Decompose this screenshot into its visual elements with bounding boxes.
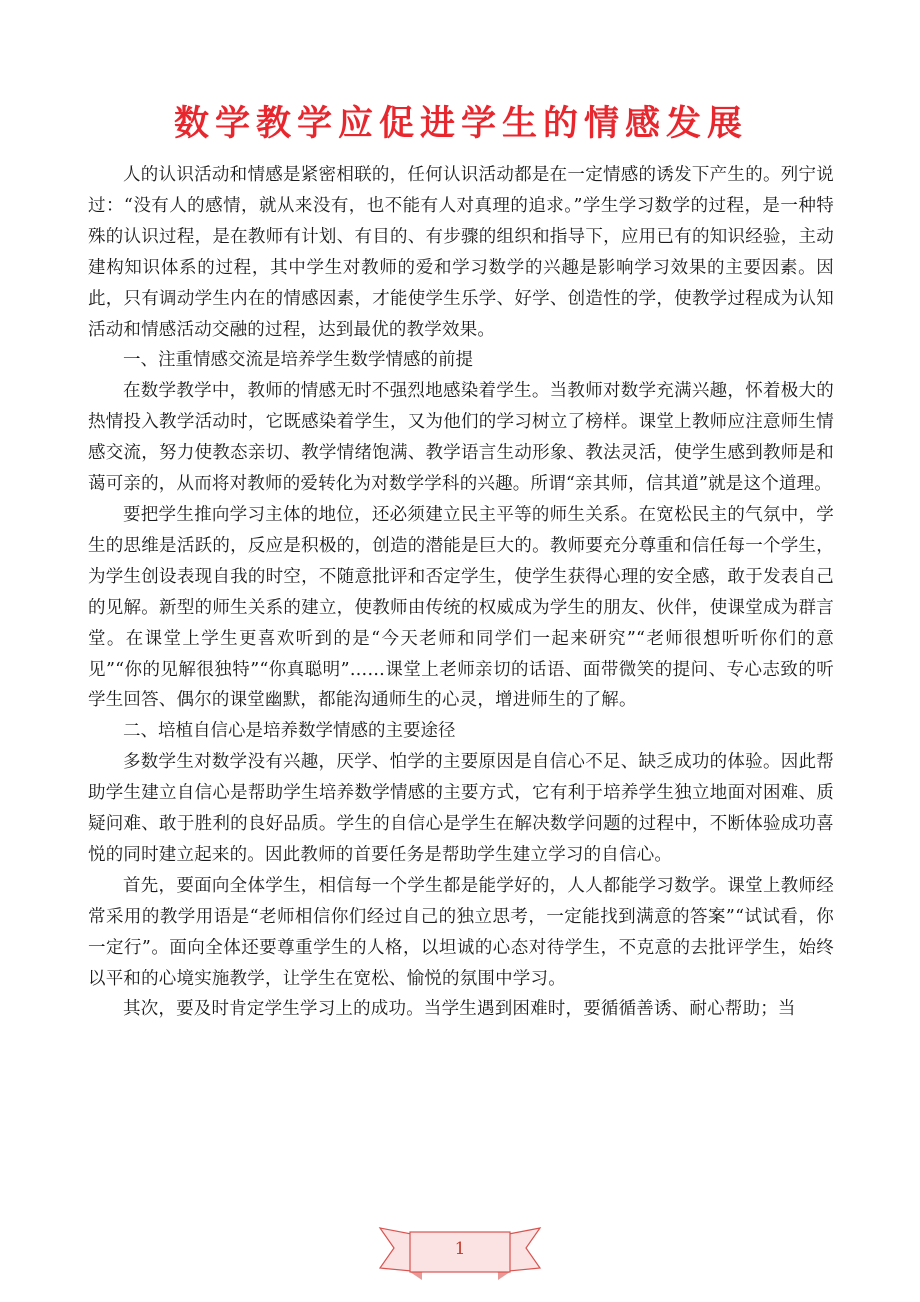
document-body [88, 160, 834, 1025]
section-heading: 二、培植自信心是培养数学情感的主要途径 [123, 721, 456, 742]
section-heading: 一、注重情感交流是培养学生数学情感的前提 [123, 350, 473, 371]
document-title: 数学教学应促进学生的情感发展 [173, 104, 748, 144]
paragraph: 多数学生对数学没有兴趣，厌学、怕学的主要原因是自信心不足、缺乏成功的体验。因此帮助学生建立自信心是帮助学生培养数学情感的主要方式，它有利于培养学生独立地面对困难、质疑问难、敢于胜利的良好品质。学生的自信心是学生在解决数学问题的过程中，不断体验成功喜悦的同时建立起来的。因此教师的首要任务是帮助学生建立学习的自信心。 [88, 752, 834, 865]
page-number: 1 [454, 1239, 466, 1259]
paragraph: 人的认识活动和情感是紧密相联的，任何认识活动都是在一定情感的诱发下产生的。列宁说过：“没有人的感情，就从来没有，也不能有人对真理的追求。”学生学习数学的过程，是一种特殊的认识过程，是在教师有计划、有目的、有步骤的组织和指导下，应用已有的知识经验，主动建构知识体系的过程，其中学生对教师的爱和学习数学的兴趣是影响学习效果的主要因素。因此，只有调动学生内在的情感因素，才能使学生乐学、好学、创造性的学，使教学过程成为认知活动和情感活动交融的过程，达到最优的教学效果。 [88, 165, 834, 340]
paragraph: 要把学生推向学习主体的地位，还必须建立民主平等的师生关系。在宽松民主的气氛中，学生的思维是活跃的，反应是积极的，创造的潜能是巨大的。教师要充分尊重和信任每一个学生，为学生创设表现自我的时空，不随意批评和否定学生，使学生获得心理的安全感，敢于发表自己的见解。新型的师生关系的建立，使教师由传统的权威成为学生的朋友、伙伴，使课堂成为群言堂。在课堂上学生更喜欢听到的是“今天老师和同学们一起来研究”“老师很想听听你们的意见”“你的见解很独特”“你真聪明”……课堂上老师亲切的话语、面带微笑的提问、专心志致的听学生回答、偶尔的课堂幽默，都能沟通师生的心灵，增进师生的了解。 [88, 504, 834, 711]
page-footer [370, 1218, 550, 1294]
document-page [88, 92, 834, 1025]
paragraph: 首先，要面向全体学生，相信每一个学生都是能学好的，人人都能学习数学。课堂上教师经常采用的教学用语是“老师相信你们经过自己的独立思考，一定能找到满意的答案”“试试看，你一定行”。面向全体还要尊重学生的人格，以坦诚的心态对待学生，不克意的去批评学生，始终以平和的心境实施教学，让学生在宽松、愉悦的氛围中学习。 [88, 875, 834, 989]
paragraph: 其次，要及时肯定学生学习上的成功。当学生遇到困难时，要循循善诱、耐心帮助；当 [123, 999, 796, 1020]
paragraph: 在数学教学中，教师的情感无时不强烈地感染着学生。当教师对数学充满兴趣，怀着极大的热情投入教学活动时，它既感染着学生，又为他们的学习树立了榜样。课堂上教师应注意师生情感交流，努力使教态亲切、教学情绪饱满、教学语言生动形象、教法灵活，使学生感到教师是和蔼可亲的，从而将对教师的爱转化为对数学学科的兴趣。所谓“亲其师，信其道”就是这个道理。 [88, 381, 834, 495]
